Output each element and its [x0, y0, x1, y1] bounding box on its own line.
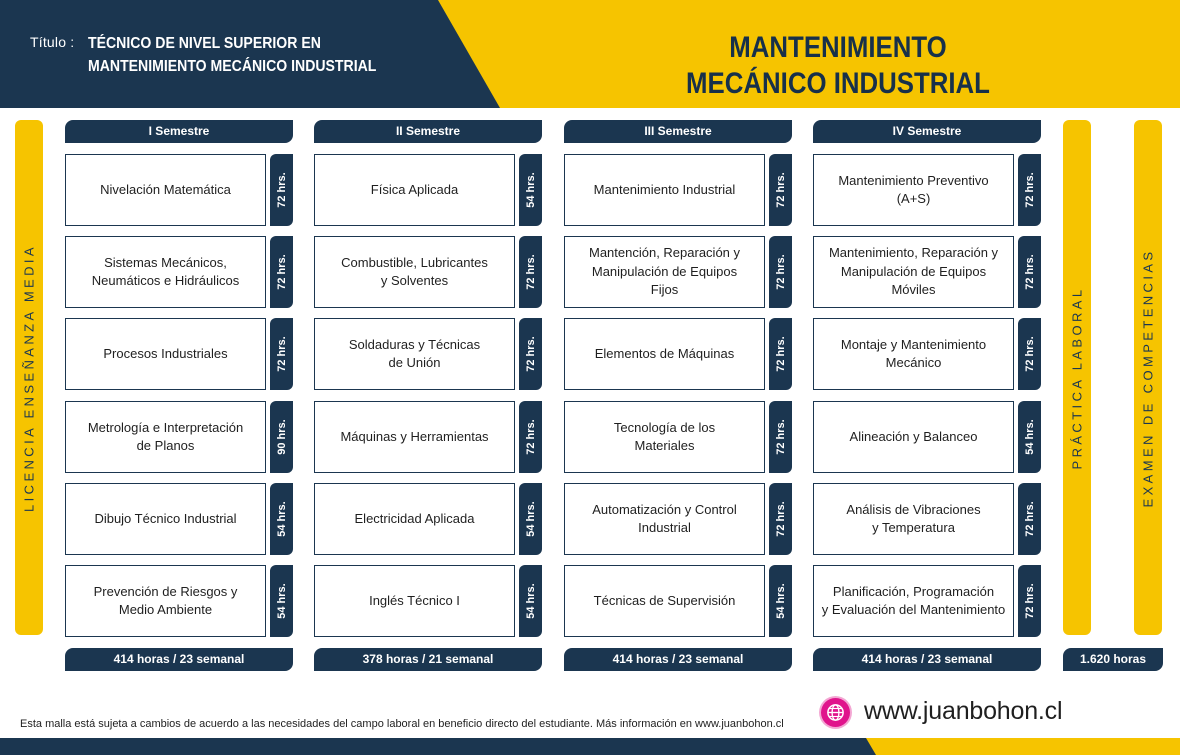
practice-label: PRÁCTICA LABORAL	[1069, 286, 1085, 469]
course-item	[65, 565, 293, 637]
course-item	[813, 236, 1041, 308]
course-hours-tab	[519, 483, 542, 555]
course-hours: 54 hrs.	[275, 501, 288, 537]
course-hours: 72 hrs.	[774, 336, 787, 372]
course-hours-tab	[769, 483, 792, 555]
semester-total: 414 horas / 23 semanal	[65, 648, 293, 671]
course-item	[65, 483, 293, 555]
course-item	[314, 318, 542, 390]
course-name	[813, 483, 1014, 555]
title-label: Título :	[30, 34, 75, 50]
course-hours: 72 hrs.	[524, 254, 537, 290]
semester-header: IV Semestre	[813, 120, 1041, 143]
course-name-line: de Planos	[136, 438, 195, 453]
course-hours-tab	[519, 565, 542, 637]
course-name-line: Soldaduras y Técnicas	[348, 336, 481, 352]
course-name	[564, 154, 765, 226]
course-item	[65, 154, 293, 226]
course-item	[813, 565, 1041, 637]
course-hours-tab	[519, 236, 542, 308]
semester-header: III Semestre	[564, 120, 792, 143]
course-hours: 72 hrs.	[1023, 583, 1036, 619]
course-name	[314, 318, 515, 390]
semester-total: 378 horas / 21 semanal	[314, 648, 542, 671]
course-hours-tab	[1018, 318, 1041, 390]
course-item	[65, 318, 293, 390]
course-name-line: Inglés Técnico I	[369, 592, 460, 608]
course-name	[813, 154, 1014, 226]
course-hours-tab	[769, 401, 792, 473]
course-name	[314, 236, 515, 308]
footer-note: Esta malla está sujeta a cambios de acuerdo a las necesidades del campo laboral en beneficio directo del estudiante. Más información en www.juanbohon.cl	[20, 718, 784, 730]
course-item	[65, 401, 293, 473]
course-name-line: Móviles	[891, 282, 936, 298]
practice-bar	[1063, 120, 1091, 635]
course-name	[564, 565, 765, 637]
course-hours: 72 hrs.	[1023, 172, 1036, 208]
course-hours-tab	[270, 565, 293, 637]
globe-icon	[821, 698, 850, 727]
course-name	[564, 401, 765, 473]
course-name-line: de Unión	[388, 355, 441, 370]
course-name	[564, 236, 765, 308]
course-name-line: Técnicas de Supervisión	[593, 592, 736, 608]
course-name-line: Física Aplicada	[370, 181, 459, 197]
course-hours-tab	[519, 154, 542, 226]
course-item	[813, 483, 1041, 555]
course-hours: 72 hrs.	[1023, 336, 1036, 372]
course-hours: 72 hrs.	[1023, 501, 1036, 537]
course-name-line: Automatización y Control	[592, 501, 737, 517]
course-hours: 72 hrs.	[524, 419, 537, 455]
course-hours: 54 hrs.	[1023, 419, 1036, 455]
course-name-line: Mantenimiento, Reparación y	[828, 245, 999, 261]
course-name-line: Mantenimiento Preventivo	[838, 172, 989, 188]
course-name-line: Alineación y Balanceo	[849, 428, 978, 444]
course-hours-tab	[1018, 236, 1041, 308]
course-name-line: Industrial	[638, 520, 691, 535]
program-name-line: MECÁNICO INDUSTRIAL	[686, 67, 990, 100]
course-name-line: Máquinas y Herramientas	[340, 428, 489, 444]
course-hours: 72 hrs.	[275, 254, 288, 290]
course-hours-tab	[270, 154, 293, 226]
prerequisite-label: LICENCIA ENSEÑANZA MEDIA	[21, 243, 37, 512]
course-hours-tab	[769, 154, 792, 226]
course-name	[813, 236, 1014, 308]
course-name	[314, 483, 515, 555]
course-hours: 54 hrs.	[524, 583, 537, 619]
course-hours-tab	[1018, 154, 1041, 226]
course-name	[65, 565, 266, 637]
course-item	[564, 154, 792, 226]
exam-bar	[1134, 120, 1162, 635]
course-name-line: y Evaluación del Mantenimiento	[821, 602, 1006, 617]
course-name-line: Prevención de Riesgos y	[93, 583, 238, 599]
course-name	[314, 154, 515, 226]
course-name	[314, 565, 515, 637]
course-name	[65, 483, 266, 555]
course-name-line: Medio Ambiente	[118, 602, 213, 617]
course-name	[65, 236, 266, 308]
course-item	[813, 154, 1041, 226]
course-hours-tab	[270, 318, 293, 390]
course-name	[564, 318, 765, 390]
course-hours-tab	[270, 236, 293, 308]
course-hours: 54 hrs.	[524, 501, 537, 537]
course-name-line: Elementos de Máquinas	[594, 345, 735, 361]
course-name	[813, 401, 1014, 473]
course-item	[564, 483, 792, 555]
course-hours-tab	[270, 401, 293, 473]
course-item	[564, 318, 792, 390]
semester-column	[564, 120, 792, 671]
course-name-line: Planificación, Programación	[832, 583, 995, 599]
course-name-line: Metrología e Interpretación	[87, 419, 244, 435]
course-hours: 90 hrs.	[275, 419, 288, 455]
website-link[interactable]: www.juanbohon.cl	[864, 697, 1063, 725]
course-hours-tab	[1018, 483, 1041, 555]
grand-total: 1.620 horas	[1063, 648, 1163, 671]
course-name-line: y Solventes	[380, 273, 449, 288]
course-hours-tab	[270, 483, 293, 555]
course-hours: 72 hrs.	[524, 336, 537, 372]
course-item	[813, 318, 1041, 390]
course-name-line: Nivelación Matemática	[100, 181, 231, 197]
course-hours: 72 hrs.	[774, 172, 787, 208]
course-name-line: Materiales	[634, 438, 695, 453]
course-hours-tab	[519, 401, 542, 473]
course-name	[65, 401, 266, 473]
course-name-line: Neumáticos e Hidráulicos	[91, 273, 240, 288]
course-name-line: Mantención, Reparación y	[588, 245, 741, 261]
degree-title	[88, 32, 387, 78]
course-hours-tab	[769, 565, 792, 637]
course-hours: 72 hrs.	[275, 336, 288, 372]
course-name-line: y Temperatura	[872, 520, 955, 535]
course-name-line: Dibujo Técnico Industrial	[94, 510, 237, 526]
course-name-line: Manipulación de Equipos	[591, 263, 738, 279]
prerequisite-bar	[15, 120, 43, 635]
course-item	[564, 401, 792, 473]
course-hours: 54 hrs.	[524, 172, 537, 208]
course-item	[314, 154, 542, 226]
course-hours-tab	[1018, 565, 1041, 637]
semester-column	[813, 120, 1041, 671]
semester-column	[65, 120, 293, 671]
course-hours: 72 hrs.	[275, 172, 288, 208]
course-name-line: Fijos	[650, 282, 679, 298]
course-name	[564, 483, 765, 555]
course-item	[314, 483, 542, 555]
course-hours: 72 hrs.	[1023, 254, 1036, 290]
course-hours: 72 hrs.	[774, 254, 787, 290]
course-name-line: Análisis de Vibraciones	[846, 501, 981, 517]
degree-title-line: MANTENIMIENTO MECÁNICO INDUSTRIAL	[88, 58, 377, 75]
course-hours: 72 hrs.	[774, 501, 787, 537]
semester-header: I Semestre	[65, 120, 293, 143]
course-name-line: Electricidad Aplicada	[354, 510, 475, 526]
course-hours-tab	[769, 318, 792, 390]
program-name-line: MANTENIMIENTO	[729, 31, 947, 64]
semester-column	[314, 120, 542, 671]
course-name	[65, 318, 266, 390]
course-name-line: Tecnología de los	[613, 419, 716, 435]
course-item	[314, 565, 542, 637]
semester-total: 414 horas / 23 semanal	[564, 648, 792, 671]
course-name	[314, 401, 515, 473]
course-name	[813, 318, 1014, 390]
course-item	[813, 401, 1041, 473]
course-name-line: (A+S)	[896, 191, 931, 206]
course-hours: 54 hrs.	[774, 583, 787, 619]
course-hours-tab	[769, 236, 792, 308]
course-hours-tab	[519, 318, 542, 390]
course-item	[314, 236, 542, 308]
course-hours: 72 hrs.	[774, 419, 787, 455]
course-name-line: Sistemas Mecánicos,	[104, 254, 227, 270]
course-item	[314, 401, 542, 473]
semester-total: 414 horas / 23 semanal	[813, 648, 1041, 671]
degree-title-line: TÉCNICO DE NIVEL SUPERIOR EN	[88, 35, 321, 52]
course-name-line: Montaje y Mantenimiento	[840, 336, 987, 352]
course-item	[65, 236, 293, 308]
course-hours-tab	[1018, 401, 1041, 473]
course-item	[564, 565, 792, 637]
course-name	[813, 565, 1014, 637]
course-name-line: Manipulación de Equipos	[840, 263, 987, 279]
course-name	[65, 154, 266, 226]
course-name-line: Procesos Industriales	[103, 345, 228, 361]
exam-label: EXAMEN DE COMPETENCIAS	[1140, 248, 1156, 507]
course-name-line: Mecánico	[885, 355, 942, 370]
course-name-line: Combustible, Lubricantes	[341, 254, 488, 270]
course-item	[564, 236, 792, 308]
course-name-line: Mantenimiento Industrial	[593, 181, 736, 197]
course-hours: 54 hrs.	[275, 583, 288, 619]
program-name	[666, 30, 1010, 102]
semester-header: II Semestre	[314, 120, 542, 143]
